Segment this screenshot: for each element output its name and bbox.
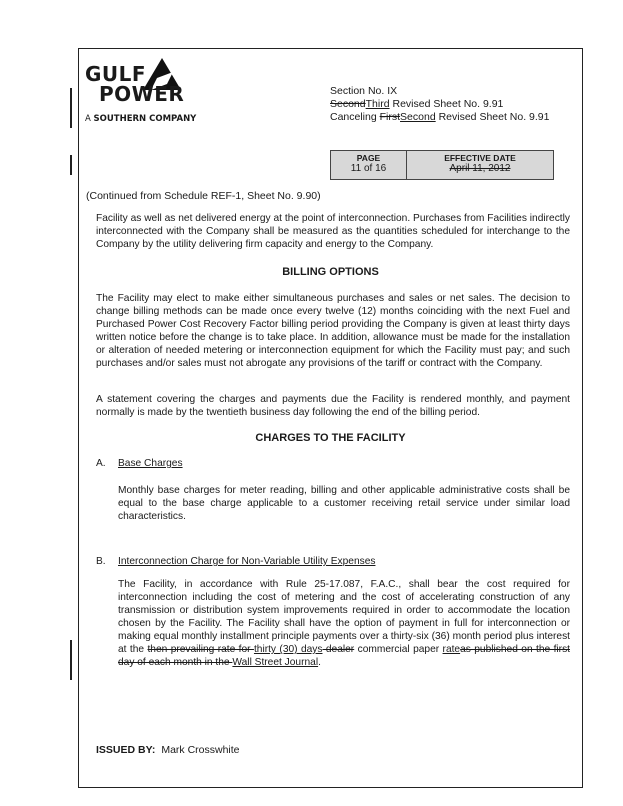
effective-date-cell: EFFECTIVE DATE April 11, 2012 <box>444 153 516 174</box>
logo-subtitle: A SOUTHERN COMPANY <box>85 114 197 124</box>
issued-by <box>96 744 240 756</box>
logo-line-gulf: GULF <box>85 62 147 86</box>
logo-line-power: POWER <box>99 82 185 106</box>
item-b-title: Interconnection Charge for Non-Variable Utility Expenses <box>118 556 376 567</box>
section-number: Section No. IX <box>330 85 398 97</box>
issued-by-label: ISSUED BY: <box>96 744 156 756</box>
revision-bar <box>70 640 72 680</box>
billing-paragraph-1: The Facility may elect to make either simultaneous purchases and sales or net sales. The decision to change billing methods can be made once every twelve (12) months coinciding with the next Fuel and Purchased Power Cost Recovery Factor billing period providing the Company is given at least thirty days written notice before the change is to take place. In addition, allowance must be made for the installation or alteration of needed metering or interconnection equipment for which the Facility must pay; and such purchases and/or sales must not abrogate any provisions of the tariff or contract with the Company. <box>96 293 570 369</box>
item-a-letter: A. <box>96 458 106 469</box>
section-info <box>330 85 550 124</box>
billing-paragraph-2: A statement covering the charges and payments due the Facility is rendered monthly, and payment normally is made by the twentieth business day following the end of the billing period. <box>96 394 570 418</box>
charges-heading: CHARGES TO THE FACILITY <box>255 432 406 444</box>
revision-bar <box>70 88 72 128</box>
item-b-letter: B. <box>96 556 106 567</box>
revision-bar <box>70 155 72 175</box>
billing-options-heading: BILLING OPTIONS <box>282 266 379 278</box>
item-a-title: Base Charges <box>118 458 183 469</box>
revised-sheet: SecondThird Revised Sheet No. 9.91 <box>330 98 504 110</box>
page-cell: PAGE 11 of 16 <box>331 151 407 179</box>
intro-paragraph: Facility as well as net delivered energy at the point of interconnection. Purchases from Facilities indirectly interconnected with the Company shall be measured as the quantities scheduled for interchange to the Company by the utility delivering firm capacity and energy to the Company. <box>96 213 570 250</box>
page-date-box <box>330 150 554 180</box>
continued-note: (Continued from Schedule REF-1, Sheet No. 9.90) <box>86 190 321 202</box>
item-b-text: The Facility, in accordance with Rule 25-17.087, F.A.C., shall bear the cost required for interconnection including the cost of metering and the cost of accelerating construction of any transmission or distribution system improvements required in order to accommodate the location chosen by the Facility. The Facility shall have the option of payment in full for interconnection or making equal monthly installment principle payments over a thirty-six (36) month period plus interest at the then prevailing rate for thirty (30) days dealer commercial paper rateas published on the first day of each month in the Wall Street Journal. <box>118 579 570 668</box>
item-a-text: Monthly base charges for meter reading, billing and other applicable administrative costs shall be equal to the base charge applicable to a customer receiving retail service under similar load characteristics. <box>118 485 570 522</box>
canceling-sheet: Canceling FirstSecond Revised Sheet No. 9.91 <box>330 111 550 123</box>
issued-by-name: Mark Crosswhite <box>161 744 240 756</box>
